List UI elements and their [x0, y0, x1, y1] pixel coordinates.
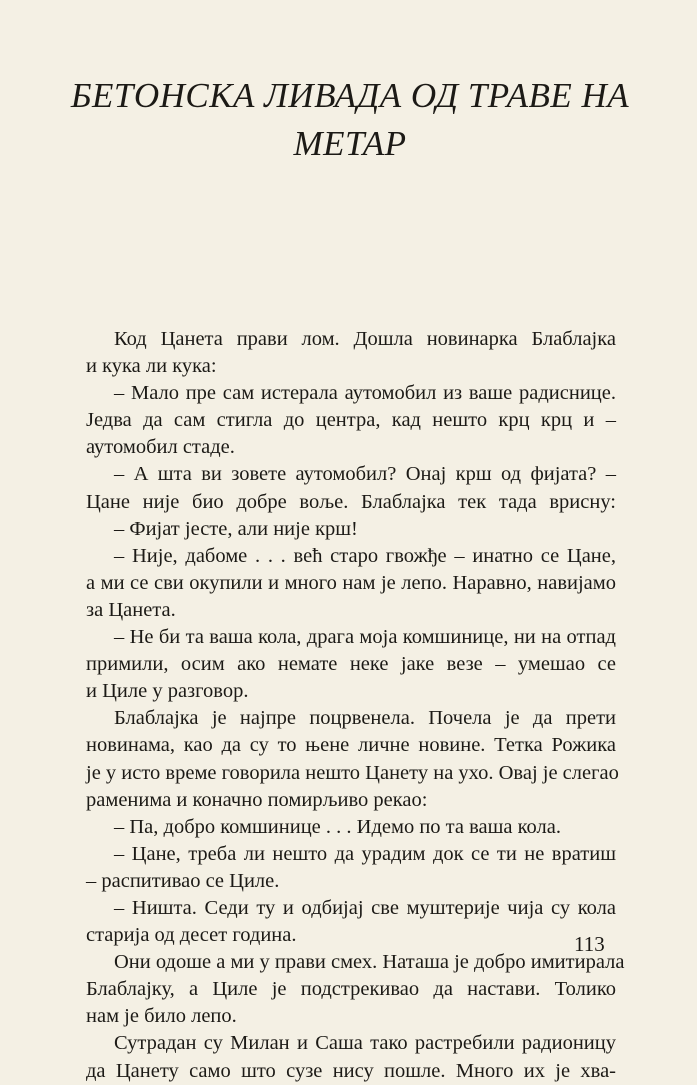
text-line: и кука ли кука: [86, 355, 217, 378]
text-line: новинама, као да су то њене личне новине. Тетка Рожика [86, 734, 616, 757]
chapter-body [86, 326, 625, 1085]
text-line: – Па, добро комшинице . . . Идемо по та ваша кола. [114, 815, 561, 838]
text-line: а ми се сви окупили и много нам је лепо. Наравно, навијамо [86, 571, 616, 594]
chapter-title [60, 72, 640, 168]
text-line: – Не би та ваша кола, драга моја комшинице, ни на отпад [114, 626, 616, 649]
text-line: аутомобил стаде. [86, 436, 235, 459]
page-number: 113 [574, 932, 605, 956]
text-line: – Цане, треба ли нешто да урадим док се ти не вратиш [114, 842, 616, 865]
text-line: примили, осим ако немате неке јаке везе – умешао се [86, 653, 616, 676]
text-line: Код Цанета прави лом. Дошла новинарка Блаблајка [114, 328, 616, 350]
text-line: Блаблајку, а Циле је подстрекивао да настави. Толико [86, 978, 616, 1001]
text-line: је у исто време говорила нешто Цанету на ухо. Овај је слегао [86, 761, 619, 784]
chapter-title-line: БЕТОНСКА ЛИВАДА ОД ТРАВЕ НА [70, 76, 630, 115]
text-line: – Ништа. Седи ту и одбијај све муштерије чија су кола [114, 896, 616, 919]
text-line: раменима и коначно помирљиво рекао: [86, 788, 428, 811]
chapter-title-line: МЕТАР [293, 124, 407, 163]
text-line: Они одоше а ми у прави смех. Наташа је добро имитирала [114, 951, 625, 974]
text-line: – Фијат јесте, али није крш! [114, 517, 358, 540]
text-line: – распитивао се Циле. [86, 869, 280, 892]
text-line: – Није, дабоме . . . већ старо гвожђе – инатно се Цане, [114, 544, 616, 567]
text-line: Сутрадан су Милан и Саша тако растребили радионицу [114, 1032, 616, 1055]
text-line: старија од десет година. [86, 924, 297, 947]
text-line: да Цанету само што сузе нису пошле. Много их је хва- [86, 1059, 616, 1082]
text-line: – Мало пре сам истерала аутомобил из ваше радиснице. [114, 382, 616, 405]
text-line: нам је било лепо. [86, 1005, 237, 1028]
text-line: Блаблајка је најпре поцрвенела. Почела је да прети [114, 707, 616, 730]
text-line: Једва да сам стигла до центра, кад нешто крц крц и – [86, 409, 616, 432]
text-line: за Цанета. [86, 598, 176, 621]
text-line: и Циле у разговор. [86, 680, 249, 703]
text-line: – А шта ви зовете аутомобил? Онај крш од фијата? – [114, 463, 616, 486]
text-line: Цане није био добре воље. Блаблајка тек тада врисну: [86, 490, 616, 513]
